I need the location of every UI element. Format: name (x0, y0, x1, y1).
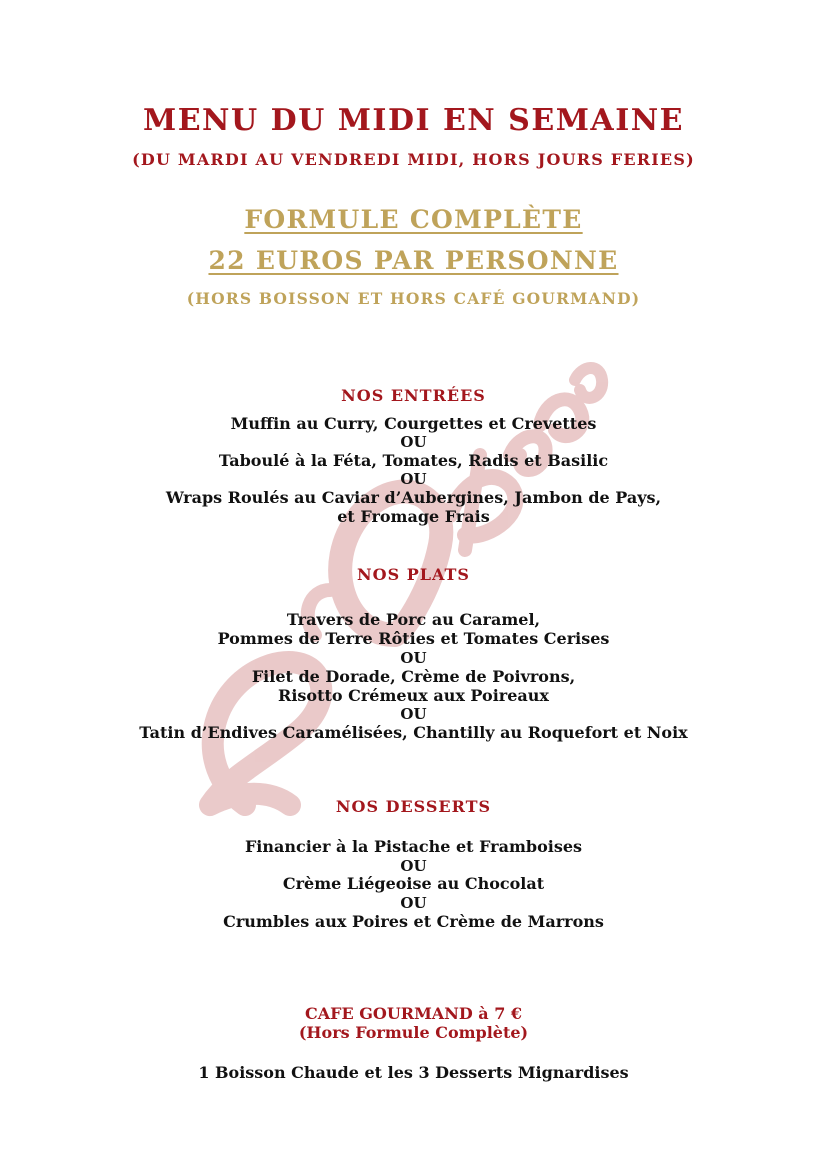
menu-title: MENU DU MIDI EN SEMAINE (142, 103, 685, 138)
menu-item: Risotto Crémeux aux Poireaux (278, 686, 549, 705)
menu-item: Muffin au Curry, Courgettes et Crevettes (230, 414, 597, 433)
menu-item: Travers de Porc au Caramel, (286, 610, 541, 629)
section-heading-desserts: NOS DESSERTS (335, 797, 492, 816)
menu-item: Crème Liégeoise au Chocolat (282, 874, 545, 893)
section-heading-plats: NOS PLATS (357, 565, 470, 584)
menu-subtitle: (DU MARDI AU VENDREDI MIDI, HORS JOURS FERIES) (132, 150, 695, 169)
or-separator: OU (400, 433, 427, 451)
menu-item: Tatin d’Endives Caramélisées, Chantilly au Roquefort et Noix (139, 723, 688, 742)
menu-item: Pommes de Terre Rôties et Tomates Cerises (217, 629, 610, 648)
menu-item: Crumbles aux Poires et Crème de Marrons (223, 912, 604, 931)
cafe-gourmand-title: CAFE GOURMAND à 7 € (304, 1004, 523, 1023)
menu-item: Wraps Roulés au Caviar d’Aubergines, Jambon de Pays, (165, 488, 662, 507)
menu-item: Filet de Dorade, Crème de Poivrons, (251, 667, 576, 686)
or-separator: OU (400, 705, 427, 723)
or-separator: OU (400, 857, 427, 875)
formula-title: FORMULE COMPLÈTE (244, 205, 583, 234)
section-heading-entrees: NOS ENTRÉES (341, 386, 486, 405)
formula-price: 22 EUROS PAR PERSONNE (208, 246, 619, 275)
or-separator: OU (400, 649, 427, 667)
cafe-gourmand-note: (Hors Formule Complète) (298, 1023, 529, 1042)
or-separator: OU (400, 894, 427, 912)
cafe-gourmand-description: 1 Boisson Chaude et les 3 Desserts Mignardises (198, 1063, 629, 1082)
menu-item: Financier à la Pistache et Framboises (244, 837, 583, 856)
formula-note: (HORS BOISSON ET HORS CAFÉ GOURMAND) (186, 289, 641, 308)
or-separator: OU (400, 470, 427, 488)
menu-item: et Fromage Frais (337, 507, 490, 526)
menu-item: Taboulé à la Féta, Tomates, Radis et Basilic (218, 451, 609, 470)
